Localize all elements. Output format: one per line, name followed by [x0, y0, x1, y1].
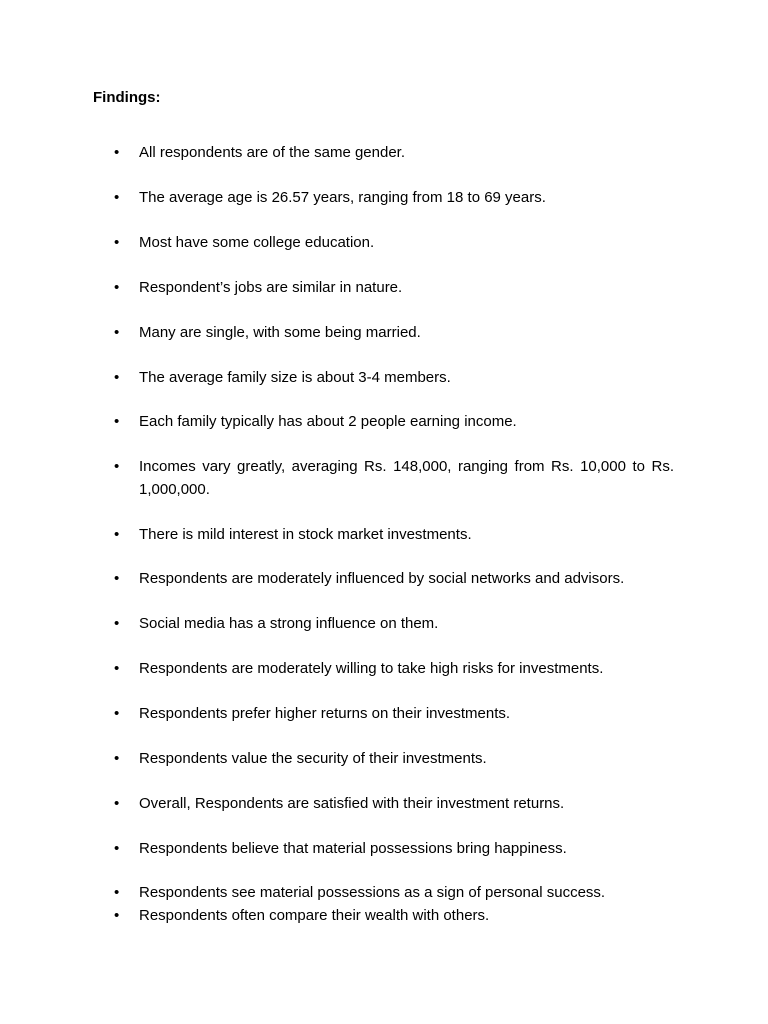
finding-text: Respondents are moderately influenced by social networks and advisors. — [139, 570, 625, 587]
finding-text: Many are single, with some being married. — [139, 324, 421, 341]
finding-item — [114, 904, 674, 927]
bullet-icon: • — [114, 907, 120, 924]
finding-text: Respondents often compare their wealth with others. — [139, 907, 490, 924]
bullet-icon: • — [114, 189, 120, 206]
finding-text: Social media has a strong influence on them. — [139, 615, 439, 632]
bullet-icon: • — [114, 840, 120, 857]
finding-item — [114, 321, 674, 344]
bullet-icon: • — [114, 526, 120, 543]
finding-item — [114, 792, 674, 815]
finding-item — [114, 523, 674, 546]
bullet-icon: • — [114, 615, 120, 632]
finding-text: The average family size is about 3-4 members. — [139, 369, 451, 386]
finding-text: Respondents prefer higher returns on their investments. — [139, 705, 511, 722]
finding-item — [114, 612, 674, 635]
finding-text: Respondents value the security of their investments. — [139, 750, 487, 767]
finding-item — [114, 276, 674, 299]
bullet-icon: • — [114, 324, 120, 341]
bullet-icon: • — [114, 570, 120, 587]
finding-text: There is mild interest in stock market investments. — [139, 526, 472, 543]
finding-text: Respondent’s jobs are similar in nature. — [139, 279, 403, 296]
finding-item — [114, 657, 674, 680]
bullet-icon: • — [114, 705, 120, 722]
bullet-icon: • — [114, 413, 120, 430]
finding-item — [114, 366, 674, 389]
finding-text: The average age is 26.57 years, ranging from 18 to 69 years. — [139, 189, 546, 206]
bullet-icon: • — [114, 234, 120, 251]
bullet-icon: • — [114, 884, 120, 901]
finding-text: Respondents believe that material possessions bring happiness. — [139, 840, 567, 857]
finding-item — [114, 186, 674, 209]
finding-item — [114, 702, 674, 725]
finding-text: All respondents are of the same gender. — [139, 144, 406, 161]
finding-text: Respondents are moderately willing to take high risks for investments. — [139, 660, 604, 677]
finding-text: Incomes vary greatly, averaging Rs. 148,000, ranging from Rs. 10,000 to Rs. 1,000,000. — [139, 458, 674, 498]
finding-text: Respondents see material possessions as a sign of personal success. — [139, 884, 606, 901]
bullet-icon: • — [114, 750, 120, 767]
finding-text: Each family typically has about 2 people earning income. — [139, 413, 517, 430]
bullet-icon: • — [114, 795, 120, 812]
finding-item — [114, 837, 674, 860]
findings-heading: Findings: — [93, 89, 161, 106]
bullet-icon: • — [114, 369, 120, 386]
finding-item — [114, 231, 674, 254]
bullet-icon: • — [114, 279, 120, 296]
finding-item — [114, 881, 674, 904]
finding-item — [114, 410, 674, 433]
bullet-icon: • — [114, 660, 120, 677]
finding-item — [114, 141, 674, 164]
bullet-icon: • — [114, 144, 120, 161]
finding-item — [114, 747, 674, 770]
finding-text: Overall, Respondents are satisfied with their investment returns. — [139, 795, 565, 812]
finding-item — [114, 455, 674, 501]
finding-text: Most have some college education. — [139, 234, 375, 251]
bullet-icon: • — [114, 458, 120, 475]
finding-item — [114, 567, 674, 590]
